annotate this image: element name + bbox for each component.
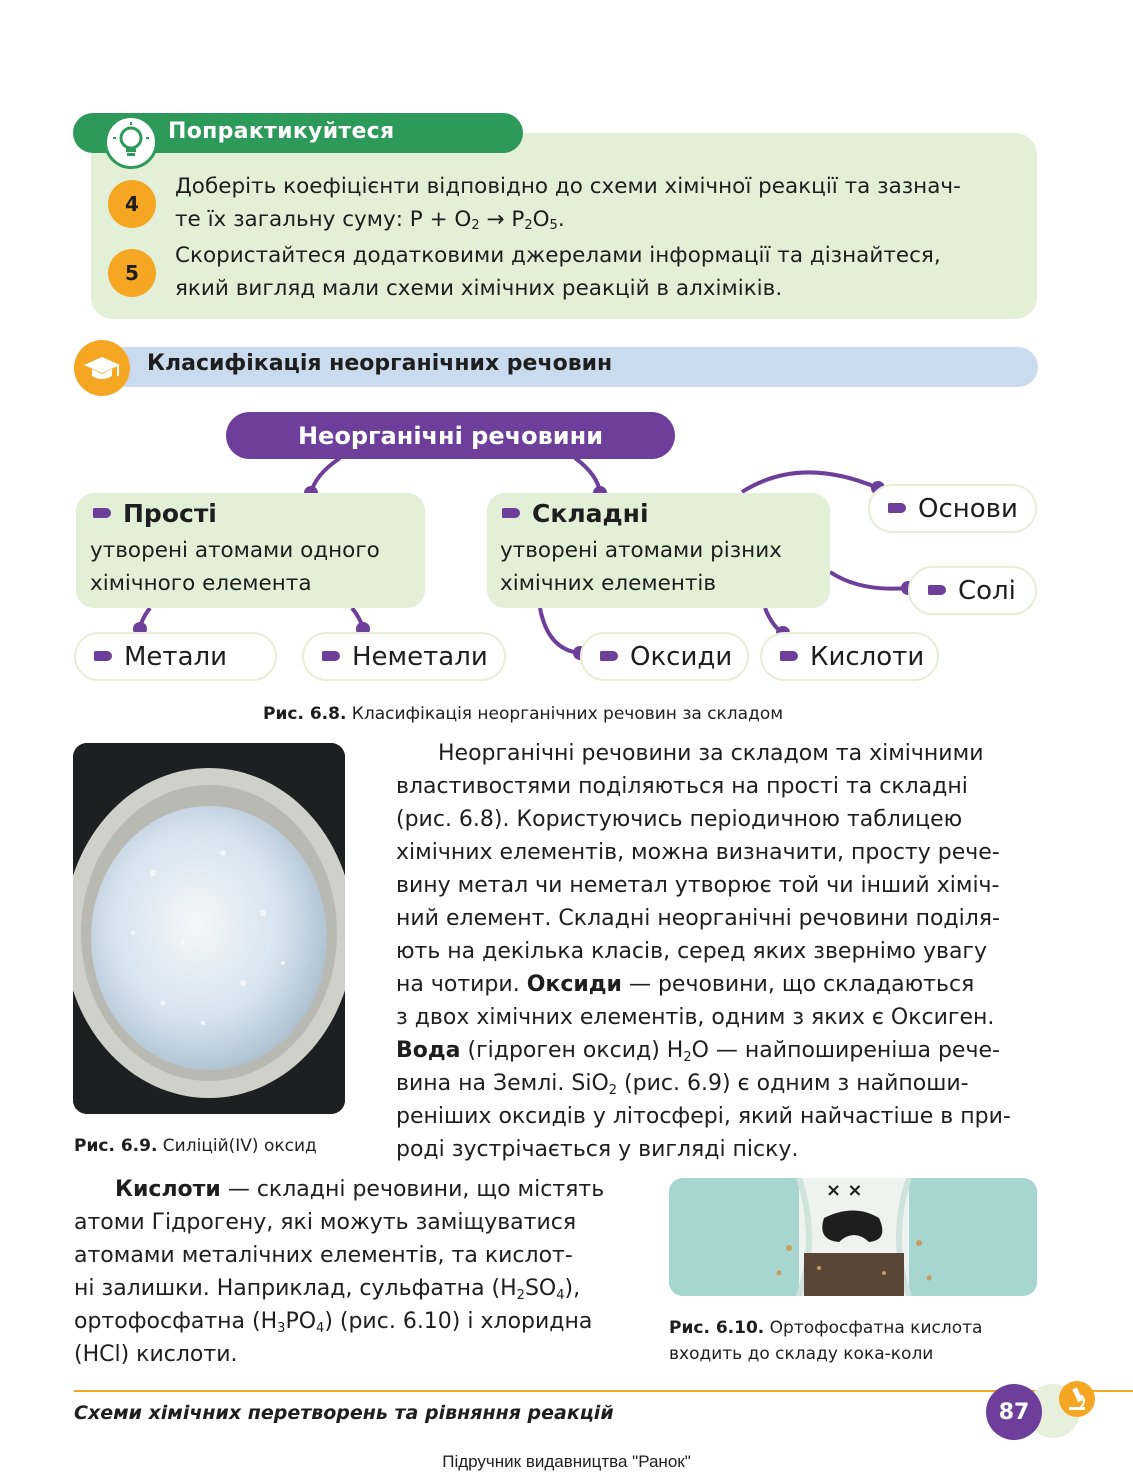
arrow-tag-icon: [502, 508, 520, 518]
paragraph-1-line-11: вина на Землі. SiO$_2$ (рис. 6.9) є одним з найпоши-: [396, 1071, 969, 1098]
leaf-metals: Метали: [74, 632, 277, 681]
task-4-line-2: те їх загальну суму: $P + O_2 \to P_2O_5$.: [175, 207, 565, 233]
publisher-note: Підручник видавництва "Ранок": [442, 1452, 691, 1471]
leaf-acids: Кислоти: [760, 632, 939, 681]
leaf-oxides: Оксиди: [580, 632, 749, 681]
paragraph-2-line-5: ортофосфатна $(H_3PO_4)$ (рис. 6.10) і хлоридна: [74, 1309, 593, 1336]
task-4-line-1: Доберіть коефіцієнти відповідно до схеми хімічної реакції та зазнач-: [175, 174, 961, 199]
paragraph-1-line-12: реніших оксидів у літосфері, який найчастіше в при-: [396, 1104, 1011, 1129]
figure-6-9-caption: Рис. 6.9. Силіцій(IV) оксид: [74, 1136, 317, 1156]
lightbulb-icon: [104, 115, 158, 169]
paragraph-2-line-2: атоми Гідрогену, які можуть заміщуватися: [74, 1210, 577, 1235]
paragraph-2-line-6: (HCl) кислоти.: [74, 1342, 238, 1367]
group-simple-text-2: хімічного елемента: [90, 571, 312, 596]
task-number-5: 5: [108, 249, 156, 297]
arrow-tag-icon: [600, 651, 618, 661]
footer-divider: [74, 1390, 1133, 1392]
section-title: Класифікація неорганічних речовин: [147, 351, 613, 376]
task-number-4: 4: [108, 180, 156, 228]
leaf-bases: Основи: [868, 484, 1037, 533]
arrow-tag-icon: [780, 651, 798, 661]
leaf-salts: Солі: [908, 566, 1037, 615]
task-5-line-1: Скористайтеся додатковими джерелами інформації та дізнайтеся,: [175, 243, 941, 268]
group-simple-text-1: утворені атомами одного: [90, 538, 380, 563]
photo-silicon-dioxide: [73, 743, 345, 1114]
photo-cola-illustration: [669, 1178, 1037, 1296]
group-simple-title: Прості: [93, 499, 217, 528]
arrow-tag-icon: [93, 508, 111, 518]
arrow-tag-icon: [322, 651, 340, 661]
paragraph-1-line-8: на чотири. Оксиди — речовини, що складаються: [396, 972, 975, 997]
paragraph-1-line-1: Неорганічні речовини за складом та хімічними: [438, 741, 984, 766]
group-complex-text-1: утворені атомами різних: [500, 538, 782, 563]
microscope-icon: [1059, 1381, 1095, 1417]
task-5-line-2: який вигляд мали схеми хімічних реакцій в алхіміків.: [175, 276, 783, 301]
paragraph-1-line-13: роді зустрічається у вигляді піску.: [396, 1137, 799, 1162]
figure-6-8-caption: Рис. 6.8. Класифікація неорганічних речовин за складом: [263, 704, 784, 724]
paragraph-2-line-1: Кислоти — складні речовини, що містять: [115, 1177, 605, 1202]
arrow-tag-icon: [94, 651, 112, 661]
diagram-root-inorganic: Неорганічні речовини: [226, 412, 675, 459]
paragraph-1-line-4: хімічних елементів, можна визначити, просту рече-: [396, 840, 1000, 865]
paragraph-1-line-7: ють на декілька класів, серед яких звернімо увагу: [396, 939, 988, 964]
group-complex-text-2: хімічних елементів: [500, 571, 717, 596]
paragraph-2-line-3: атомами металічних елементів, та кислот-: [74, 1243, 573, 1268]
paragraph-1-line-9: з двох хімічних елементів, одним з яких є Оксиген.: [396, 1005, 995, 1030]
figure-6-10-caption-line-1: Рис. 6.10. Ортофосфатна кислота: [669, 1318, 983, 1338]
svg-text:× ×: × ×: [826, 1180, 863, 1201]
group-complex-title: Складні: [502, 499, 649, 528]
leaf-nonmetals: Неметали: [302, 632, 506, 681]
paragraph-2-line-4: ні залишки. Наприклад, сульфатна $(H_2SO_4)$,: [74, 1276, 581, 1303]
footer-chapter-title: Схеми хімічних перетворень та рівняння реакцій: [74, 1402, 614, 1424]
paragraph-1-line-3: (рис. 6.8). Користуючись періодичною таблицею: [396, 807, 963, 832]
graduation-cap-icon: [74, 340, 130, 396]
paragraph-1-line-6: ний елемент. Складні неорганічні речовини поділя-: [396, 906, 1000, 931]
paragraph-1-line-10: Вода (гідроген оксид) $H_2O$ — найпоширеніша рече-: [396, 1038, 1000, 1065]
practice-title: Попрактикуйтеся: [168, 119, 395, 144]
arrow-tag-icon: [928, 585, 946, 595]
page-number: 87: [986, 1384, 1042, 1440]
arrow-tag-icon: [888, 503, 906, 513]
figure-6-10-caption-line-2: входить до складу кока-коли: [669, 1344, 934, 1364]
paragraph-1-line-5: вину метал чи неметал утворює той чи інший хіміч-: [396, 873, 1000, 898]
paragraph-1-line-2: властивостями поділяються на прості та складні: [396, 774, 968, 799]
